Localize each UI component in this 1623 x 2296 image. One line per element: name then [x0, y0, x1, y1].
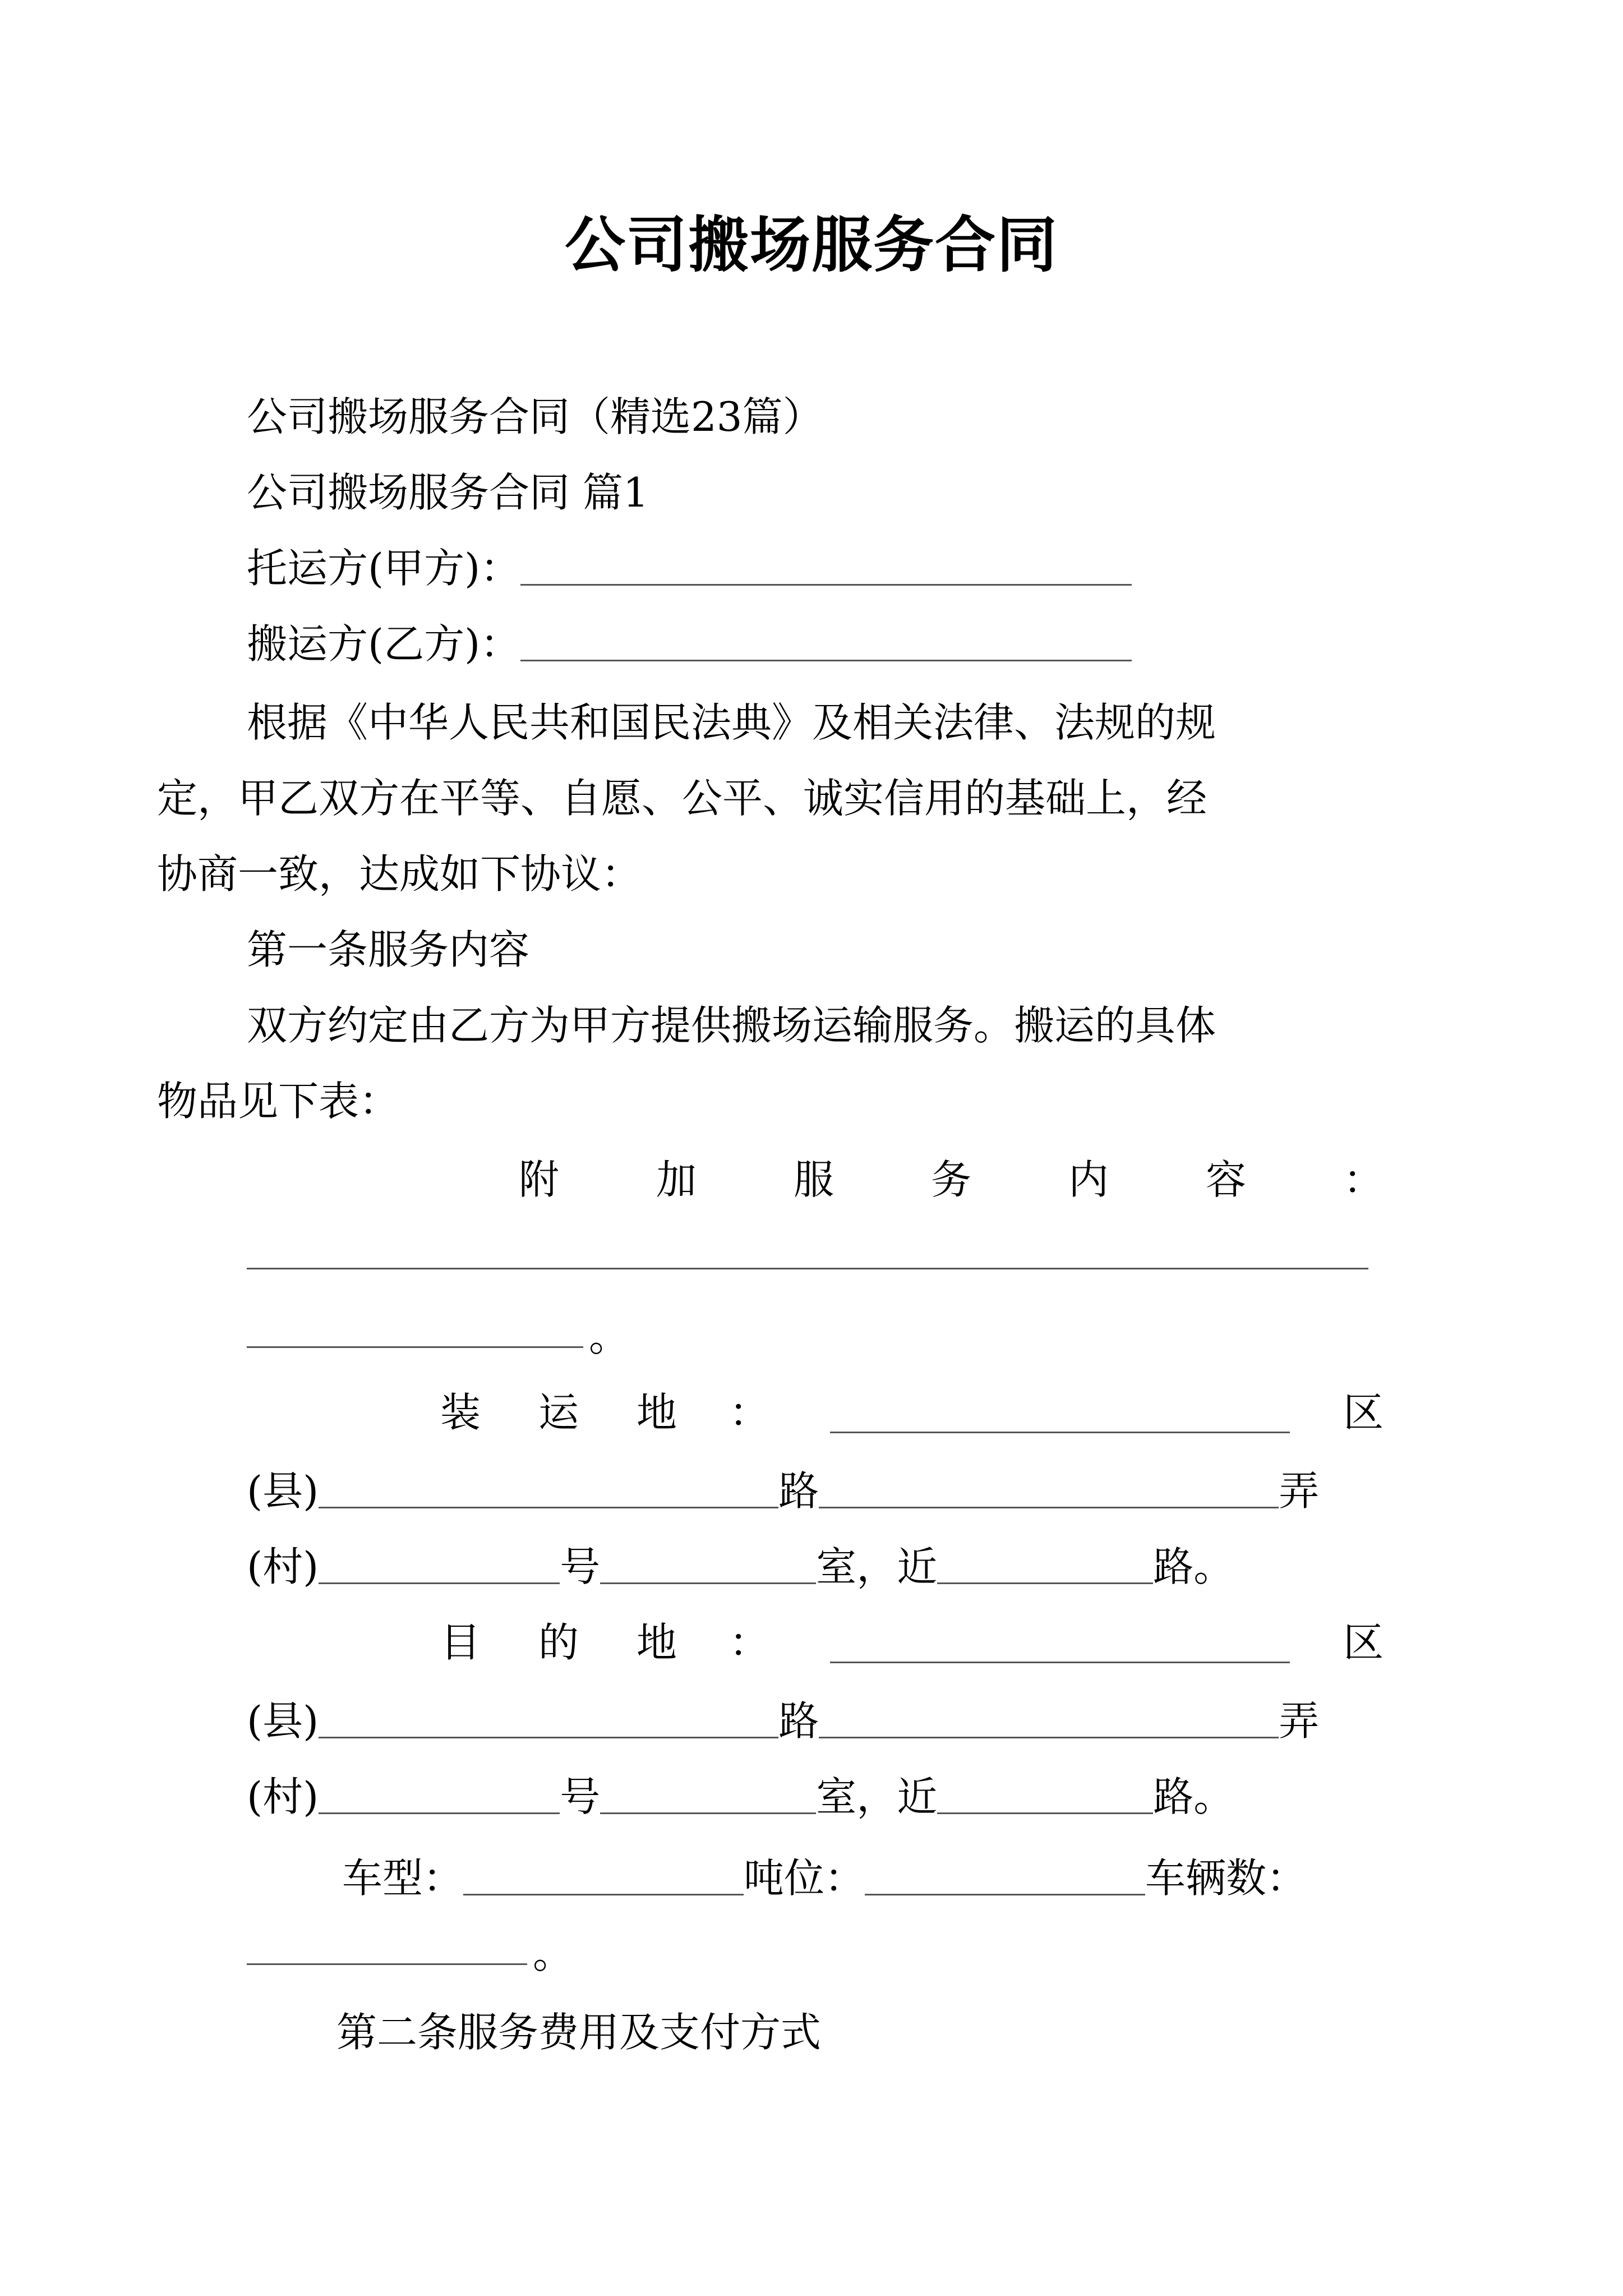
- destination-near-blank[interactable]: [937, 1773, 1153, 1814]
- destination-char: 地: [637, 1619, 677, 1666]
- preamble-line-2: 定，甲乙双方在平等、自愿、公平、诚实信用的基础上，经: [157, 775, 1207, 822]
- subtitle: 公司搬场服务合同（精选23篇）: [247, 393, 823, 440]
- extra-service-char: 加: [656, 1156, 697, 1203]
- loading-lane-label: 弄: [1279, 1467, 1320, 1515]
- party-a-line: [247, 530, 1132, 606]
- tonnage-blank[interactable]: [865, 1855, 1145, 1895]
- loading-char: ：: [729, 1389, 770, 1436]
- loading-county-blank[interactable]: [319, 1467, 778, 1508]
- loading-district-blank[interactable]: [830, 1432, 1290, 1433]
- preamble-line-3: 协商一致，达成如下协议：: [157, 850, 642, 898]
- destination-number-blank[interactable]: [600, 1773, 816, 1814]
- loading-line-2: [247, 1453, 1319, 1529]
- destination-village-blank[interactable]: [319, 1773, 560, 1814]
- party-a-blank[interactable]: [520, 545, 1132, 586]
- loading-line-3: [247, 1529, 1234, 1605]
- loading-number-label: 号: [560, 1543, 601, 1590]
- destination-char: 的: [538, 1619, 579, 1666]
- extra-service-char: 附: [519, 1156, 560, 1203]
- loading-road-blank[interactable]: [819, 1467, 1279, 1508]
- destination-line-3: [247, 1759, 1234, 1835]
- loading-road-label: 路: [778, 1467, 819, 1515]
- destination-line-2: [247, 1683, 1319, 1759]
- destination-room-label: 室，近: [816, 1773, 938, 1820]
- article1-title: 第一条服务内容: [247, 926, 530, 973]
- destination-road-end: 路。: [1153, 1773, 1234, 1820]
- destination-road-blank[interactable]: [819, 1697, 1279, 1738]
- section-heading: 公司搬场服务合同 篇1: [247, 469, 649, 516]
- extra-service-blank-2[interactable]: [247, 1346, 583, 1348]
- article2-title: 第二条服务费用及支付方式: [336, 2009, 822, 2056]
- loading-village-blank[interactable]: [319, 1543, 560, 1584]
- destination-road-label: 路: [778, 1697, 819, 1745]
- extra-service-char: 内: [1068, 1156, 1109, 1203]
- destination-char: 目: [440, 1619, 481, 1666]
- vehicle-line: [342, 1840, 1307, 1916]
- extra-service-char: 务: [931, 1156, 972, 1203]
- loading-road-end: 路。: [1153, 1543, 1234, 1590]
- destination-district-blank[interactable]: [830, 1662, 1290, 1663]
- article1-body-line-2: 物品见下表：: [157, 1078, 400, 1125]
- extra-service-char: 服: [794, 1156, 834, 1203]
- loading-district-label: 区: [1343, 1389, 1384, 1436]
- preamble-line-1: 根据《中华人民共和国民法典》及相关法律、法规的规: [247, 699, 1216, 746]
- period-mark: 。: [533, 1930, 574, 1977]
- destination-county-label: (县): [247, 1697, 319, 1745]
- document-title: 公司搬场服务合同: [564, 210, 1058, 280]
- destination-number-label: 号: [560, 1773, 601, 1820]
- extra-service-char: 容: [1206, 1156, 1247, 1203]
- loading-county-label: (县): [247, 1467, 319, 1515]
- destination-county-blank[interactable]: [319, 1697, 778, 1738]
- loading-room-label: 室，近: [816, 1543, 938, 1590]
- extra-service-char: ：: [1343, 1156, 1384, 1203]
- party-b-blank[interactable]: [520, 620, 1132, 661]
- loading-char: 地: [637, 1389, 677, 1436]
- tonnage-label: 吨位：: [744, 1855, 865, 1902]
- loading-number-blank[interactable]: [600, 1543, 816, 1584]
- destination-char: ：: [729, 1619, 770, 1666]
- vehicle-type-label: 车型：: [342, 1855, 464, 1902]
- destination-village-label: (村): [247, 1773, 319, 1820]
- vehicle-count-blank[interactable]: [247, 1963, 527, 1965]
- loading-village-label: (村): [247, 1543, 319, 1590]
- destination-district-label: 区: [1343, 1619, 1384, 1666]
- extra-service-blank-1[interactable]: [247, 1268, 1368, 1269]
- vehicle-count-label: 车辆数：: [1145, 1855, 1307, 1902]
- party-a-label: 托运方(甲方)：: [247, 545, 521, 592]
- destination-lane-label: 弄: [1279, 1697, 1320, 1745]
- loading-char: 运: [538, 1389, 579, 1436]
- loading-near-blank[interactable]: [937, 1543, 1153, 1584]
- article1-body-line-1: 双方约定由乙方为甲方提供搬场运输服务。搬运的具体: [247, 1002, 1216, 1049]
- party-b-line: [247, 606, 1132, 682]
- vehicle-type-blank[interactable]: [463, 1855, 744, 1895]
- loading-char: 装: [440, 1389, 481, 1436]
- period-mark: 。: [589, 1313, 630, 1360]
- party-b-label: 搬运方(乙方)：: [247, 620, 521, 668]
